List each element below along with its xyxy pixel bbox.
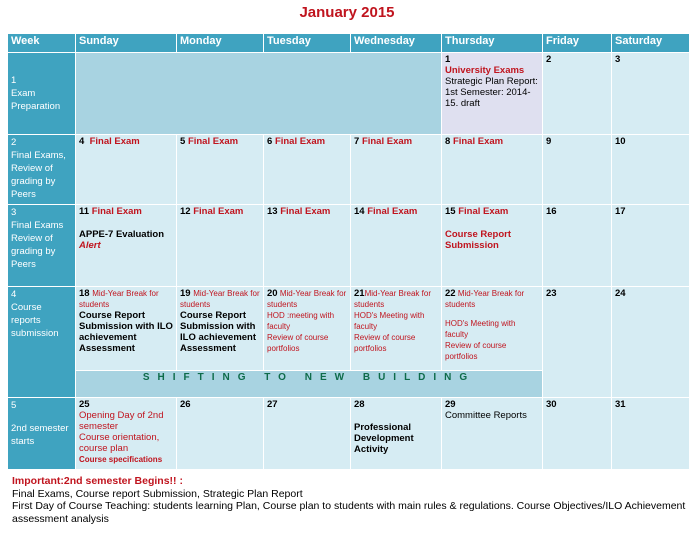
day-number: 20 xyxy=(267,288,278,299)
event-course-specifications: Course specifications xyxy=(79,455,163,464)
day-cell-24 xyxy=(612,287,690,398)
day-cell-30 xyxy=(543,398,612,470)
event-strategic-plan: Strategic Plan Report: 1st Semester: 2014-15. draft xyxy=(445,76,538,109)
day-cell-23 xyxy=(543,287,612,398)
event-review-portfolios: Review of course portfolios xyxy=(445,341,507,361)
day-number: 22 xyxy=(445,288,456,299)
day-cell-17 xyxy=(612,205,690,287)
week-number: 2 xyxy=(11,137,17,148)
event-final-exam: Final Exam xyxy=(280,206,331,217)
header-wednesday: Wednesday xyxy=(351,34,442,53)
event-opening-day: Opening Day of 2nd semester xyxy=(79,410,164,432)
event-review-portfolios: Review of course portfolios xyxy=(267,333,329,353)
event-mid-year-break: Mid-Year Break for students xyxy=(445,289,525,309)
day-number: 27 xyxy=(267,399,278,410)
day-number: 24 xyxy=(615,288,626,299)
day-number: 15 xyxy=(445,206,456,217)
week-row-1 xyxy=(8,53,690,135)
day-cell-6 xyxy=(264,135,351,205)
week-label-5 xyxy=(8,398,76,470)
week-label-2 xyxy=(8,135,76,205)
week-number: 1 xyxy=(11,75,17,86)
event-appe7-evaluation: APPE-7 Evaluation xyxy=(79,229,164,240)
event-final-exam: Final Exam xyxy=(367,206,418,217)
day-cell-16 xyxy=(543,205,612,287)
day-number: 19 xyxy=(180,288,191,299)
header-friday: Friday xyxy=(543,34,612,53)
day-number: 23 xyxy=(546,288,557,299)
day-number: 21 xyxy=(354,288,365,299)
day-cell-25 xyxy=(76,398,177,470)
day-cell-8 xyxy=(442,135,543,205)
day-cell-18 xyxy=(76,287,177,371)
event-professional-development: Professional Development Activity xyxy=(354,422,414,455)
event-mid-year-break: Mid-Year Break for students xyxy=(267,289,347,309)
day-cell-13 xyxy=(264,205,351,287)
notes-section xyxy=(12,475,692,525)
week-row-3 xyxy=(8,205,690,287)
day-cell-15 xyxy=(442,205,543,287)
day-cell-9 xyxy=(543,135,612,205)
week-row-4 xyxy=(8,287,690,371)
note-line-2: First Day of Course Teaching: students learning Plan, Course plan to students with main rules & regulations. Course Objectives/ILO Achievement assessment analysis xyxy=(12,500,686,525)
day-number: 11 xyxy=(79,206,90,217)
day-number: 14 xyxy=(354,206,365,217)
day-cell-29 xyxy=(442,398,543,470)
event-final-exam: Final Exam xyxy=(458,206,509,217)
event-alert: Alert xyxy=(79,240,101,251)
event-final-exam: Final Exam xyxy=(187,136,239,147)
day-number: 13 xyxy=(267,206,278,217)
calendar-title: January 2015 xyxy=(299,4,395,21)
day-cell-28 xyxy=(351,398,442,470)
important-note: Important:2nd semester Begins!! : xyxy=(12,475,183,487)
day-number: 28 xyxy=(354,399,365,410)
day-number: 18 xyxy=(79,288,90,299)
day-cell-19 xyxy=(177,287,264,371)
day-cell-4 xyxy=(76,135,177,205)
event-hod-meeting: HOD :meeting with faculty xyxy=(267,311,335,331)
day-number: 5 xyxy=(180,136,186,147)
day-number: 12 xyxy=(180,206,191,217)
day-number: 30 xyxy=(546,399,557,410)
event-course-orientation: Course orientation, course plan xyxy=(79,432,160,454)
day-cell-7 xyxy=(351,135,442,205)
day-cell-14 xyxy=(351,205,442,287)
day-cell-12 xyxy=(177,205,264,287)
week-description: Final Exams Review of grading by Peers xyxy=(11,220,64,270)
header-week: Week xyxy=(8,34,76,53)
week-row-5 xyxy=(8,398,690,470)
day-number: 9 xyxy=(546,136,552,147)
day-number: 17 xyxy=(615,206,626,217)
header-row xyxy=(8,34,690,53)
week-label-3 xyxy=(8,205,76,287)
week-description: 2nd semester starts xyxy=(11,423,69,447)
header-tuesday: Tuesday xyxy=(264,34,351,53)
event-final-exam: Final Exam xyxy=(452,136,504,147)
day-number: 31 xyxy=(615,399,626,410)
day-number: 10 xyxy=(615,136,626,147)
event-course-report: Course Report Submission with ILO achievement Assessment xyxy=(79,310,173,354)
event-course-report: Course Report Submission with ILO achievement Assessment xyxy=(180,310,257,354)
day-cell-31 xyxy=(612,398,690,470)
empty-days xyxy=(76,53,442,135)
day-cell-2 xyxy=(543,53,612,135)
day-cell-21 xyxy=(351,287,442,371)
day-cell-11 xyxy=(76,205,177,287)
day-cell-27 xyxy=(264,398,351,470)
day-number: 7 xyxy=(354,136,360,147)
note-line-1: Final Exams, Course report Submission, Strategic Plan Report xyxy=(12,487,303,500)
day-cell-20 xyxy=(264,287,351,371)
header-monday: Monday xyxy=(177,34,264,53)
event-hod-meeting: HOD's Meeting with faculty xyxy=(354,311,425,331)
event-university-exams: University Exams xyxy=(445,65,525,76)
header-sunday: Sunday xyxy=(76,34,177,53)
day-number: 29 xyxy=(445,399,456,410)
week-description: Final Exams, Review of grading by Peers xyxy=(11,150,66,200)
event-review-portfolios: Review of course portfolios xyxy=(354,333,416,353)
event-hod-meeting: HOD's Meeting with faculty xyxy=(445,319,516,339)
day-number: 3 xyxy=(615,54,621,65)
event-mid-year-break: Mid-Year Break for students xyxy=(79,289,159,309)
day-number: 26 xyxy=(180,399,191,410)
event-final-exam: Final Exam xyxy=(193,206,244,217)
week-label-4 xyxy=(8,287,76,398)
shifting-banner: SHIFTING TO NEW BUILDING xyxy=(76,371,543,398)
calendar-table xyxy=(7,33,690,470)
week-description: Exam Preparation xyxy=(11,88,61,112)
event-final-exam: Final Exam xyxy=(91,206,142,217)
week-number: 4 xyxy=(11,289,17,300)
day-number: 1 xyxy=(445,54,451,65)
day-cell-5 xyxy=(177,135,264,205)
week-label-1 xyxy=(8,53,76,135)
day-cell-10 xyxy=(612,135,690,205)
week-row-2 xyxy=(8,135,690,205)
event-final-exam: Final Exam xyxy=(89,136,140,147)
day-cell-1 xyxy=(442,53,543,135)
week-number: 5 xyxy=(11,400,17,411)
event-course-report-submission: Course Report Submission xyxy=(445,229,511,251)
day-cell-3 xyxy=(612,53,690,135)
event-mid-year-break: Mid-Year Break for students xyxy=(180,289,260,309)
week-description: Course reports submission xyxy=(11,302,59,339)
event-final-exam: Final Exam xyxy=(361,136,413,147)
event-committee-reports: Committee Reports xyxy=(445,410,527,421)
day-cell-26 xyxy=(177,398,264,470)
day-number: 4 xyxy=(79,136,85,147)
header-saturday: Saturday xyxy=(612,34,690,53)
header-thursday: Thursday xyxy=(442,34,543,53)
day-number: 25 xyxy=(79,399,90,410)
event-final-exam: Final Exam xyxy=(274,136,326,147)
day-cell-22 xyxy=(442,287,543,371)
day-number: 2 xyxy=(546,54,552,65)
day-number: 8 xyxy=(445,136,451,147)
week-number: 3 xyxy=(11,207,17,218)
event-mid-year-break: Mid-Year Break for students xyxy=(354,289,431,309)
day-number: 6 xyxy=(267,136,273,147)
day-number: 16 xyxy=(546,206,557,217)
